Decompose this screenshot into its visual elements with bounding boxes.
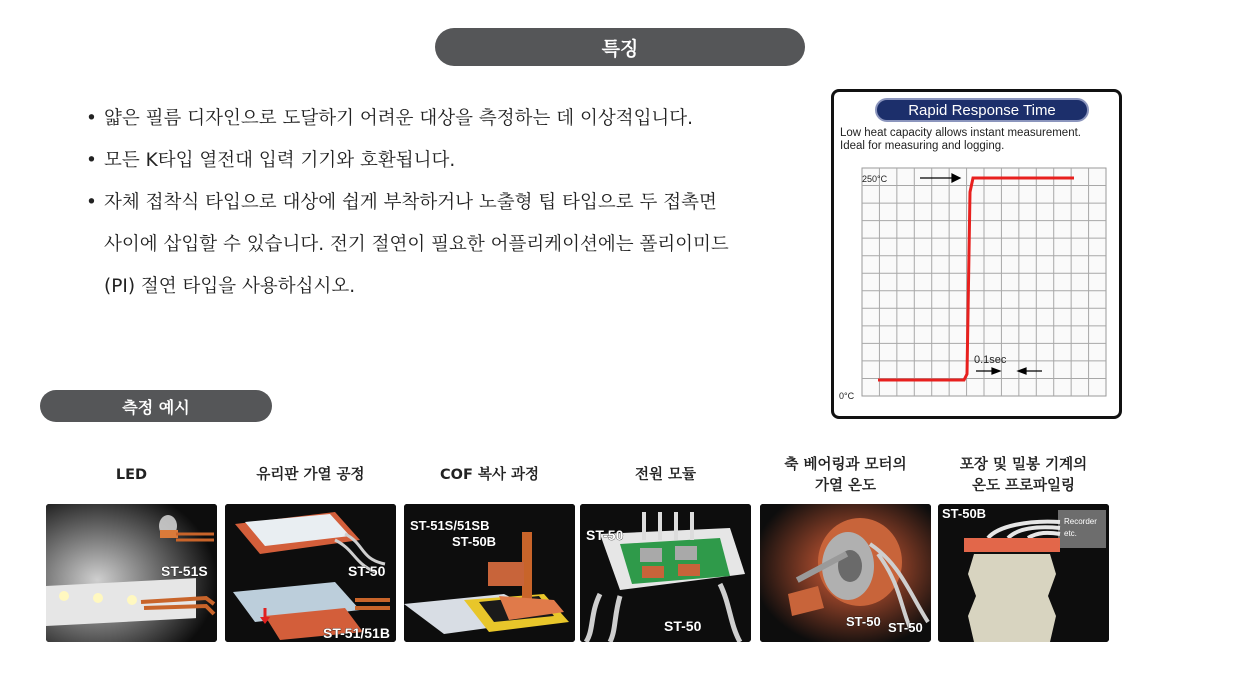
response-time-graph (831, 89, 1122, 419)
graph-note-line1: Low heat capacity allows instant measurement. (840, 127, 1081, 139)
tag-power-st50-b: ST-50 (664, 618, 702, 634)
y-bottom-label: 0°C (839, 391, 855, 401)
feature-item-self-adhesive: • 자체 접착식 타입으로 대상에 쉽게 부착하거나 노출형 팁 타입으로 두 접촉면 (86, 182, 806, 224)
example-image-power-module (580, 504, 751, 642)
tag-bearing-st50-a: ST-50 (846, 614, 881, 629)
tag-cof-st50b: ST-50B (452, 534, 497, 549)
example-image-glass (225, 504, 396, 642)
example-label-power-module: 전원 모듈 (634, 467, 697, 483)
y-top-label: 250°C (862, 174, 888, 184)
tag-led-st51s: ST-51S (161, 563, 208, 579)
example-label-packaging (938, 455, 1109, 497)
features-section-title: 특징 (435, 28, 805, 66)
tag-packaging-st50b: ST-50B (942, 506, 987, 521)
feature-item-k-type: • 모든 K타입 열전대 입력 기기와 호환됩니다. (86, 140, 806, 182)
graph-title: Rapid Response Time (875, 98, 1089, 122)
example-label-bearing (760, 455, 931, 497)
tag-cof-st51s: ST-51S/51SB (410, 518, 490, 533)
tag-glass-st50: ST-50 (348, 563, 386, 579)
example-label-glass: 유리판 가열 공정 (256, 467, 365, 483)
tag-bearing-st50-b: ST-50 (888, 620, 923, 635)
example-image-cof (404, 504, 575, 642)
graph-note-line2: Ideal for measuring and logging. (840, 140, 1005, 152)
recorder-label-line2: etc. (1064, 529, 1077, 538)
example-label-cof: COF 복사 과정 (440, 467, 539, 483)
tag-power-st50-a: ST-50 (586, 527, 624, 543)
feature-item-thin-film: • 얇은 필름 디자인으로 도달하기 어려운 대상을 측정하는 데 이상적입니다. (86, 98, 806, 140)
example-label-packaging-line2: 온도 프로파일링 (971, 478, 1076, 494)
graph-note (840, 127, 1125, 153)
example-image-led (46, 504, 217, 642)
examples-section-title: 측정 예시 (40, 390, 272, 422)
feature-item-self-adhesive-cont1: 사이에 삽입할 수 있습니다. 전기 절연이 필요한 어플리케이션에는 폴리이미드 (104, 234, 729, 255)
example-label-packaging-line1: 포장 및 밀봉 기계의 (959, 457, 1088, 473)
interval-label: 0.1sec (974, 354, 1007, 366)
example-image-bearing (760, 504, 931, 642)
feature-item-self-adhesive-cont2: (PI) 절연 타입을 사용하십시오. (104, 276, 356, 297)
example-label-bearing-line1: 축 베어링과 모터의 (784, 457, 907, 473)
example-label-led: LED (115, 467, 148, 483)
example-image-packaging (938, 504, 1109, 642)
recorder-label-line1: Recorder (1064, 517, 1097, 526)
tag-glass-st51: ST-51/51B (323, 625, 390, 641)
feature-list (86, 98, 806, 308)
example-label-bearing-line2: 가열 온도 (814, 478, 877, 494)
